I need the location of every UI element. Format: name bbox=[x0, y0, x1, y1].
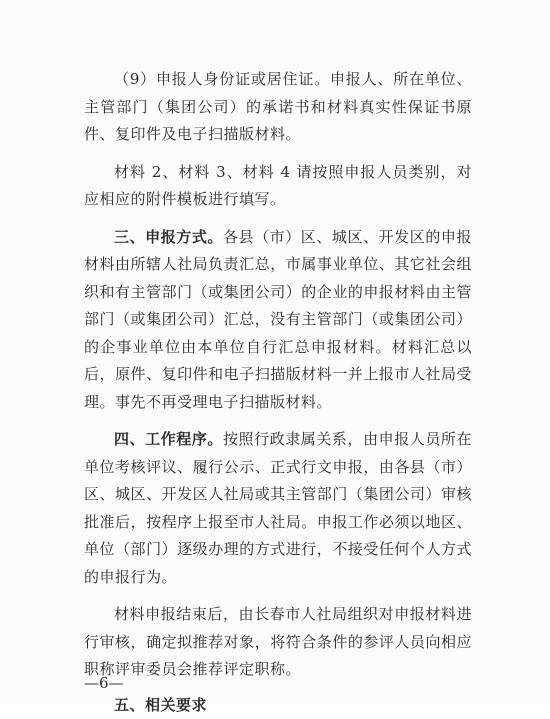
page-number: —6— bbox=[84, 674, 124, 692]
heading-application-method: 三、申报方式。 bbox=[114, 228, 223, 246]
paragraph-work-procedure bbox=[84, 426, 472, 591]
paragraph-materials-template: 材料 2、材料 3、材料 4 请按照申报人员类别，对应相应的附件模板进行填写。 bbox=[84, 159, 472, 214]
paragraph-application-method-text: 各县（市）区、城区、开发区的申报材料由所辖人社局负责汇总，市属事业单位、其它社会组织和有主管部门（或集团公司）的企业的申报材料由主管部门（或集团公司）汇总，没有主管部门（或集团公司）的企事业单位由本单位自行汇总申报材料。材料汇总以后，原件、复印件和电子扫描版材料一并上报市人社局受理。事先不再受理电子扫描版材料。 bbox=[84, 228, 472, 411]
heading-work-procedure: 四、工作程序。 bbox=[114, 430, 223, 448]
paragraph-id-materials: （9）申报人身份证或居住证。申报人、所在单位、主管部门（集团公司）的承诺书和材料真实性保证书原件、复印件及电子扫描版材料。 bbox=[84, 66, 472, 149]
heading-related-requirements: 五、相关要求 bbox=[84, 692, 472, 719]
paragraph-review: 材料申报结束后，由长春市人社局组织对申报材料进行审核，确定拟推荐对象，将符合条件的参评人员向相应职称评审委员会推荐评定职称。 bbox=[84, 601, 472, 684]
document-body bbox=[84, 66, 472, 719]
paragraph-application-method bbox=[84, 224, 472, 417]
paragraph-work-procedure-text: 按照行政隶属关系，由申报人员所在单位考核评议、履行公示、正式行文申报，由各县（市）区、城区、开发区人社局或其主管部门（集团公司）审核批准后，按程序上报至市人社局。申报工作必须以地区、单位（部门）逐级办理的方式进行，不接受任何个人方式的申报行为。 bbox=[84, 430, 472, 586]
